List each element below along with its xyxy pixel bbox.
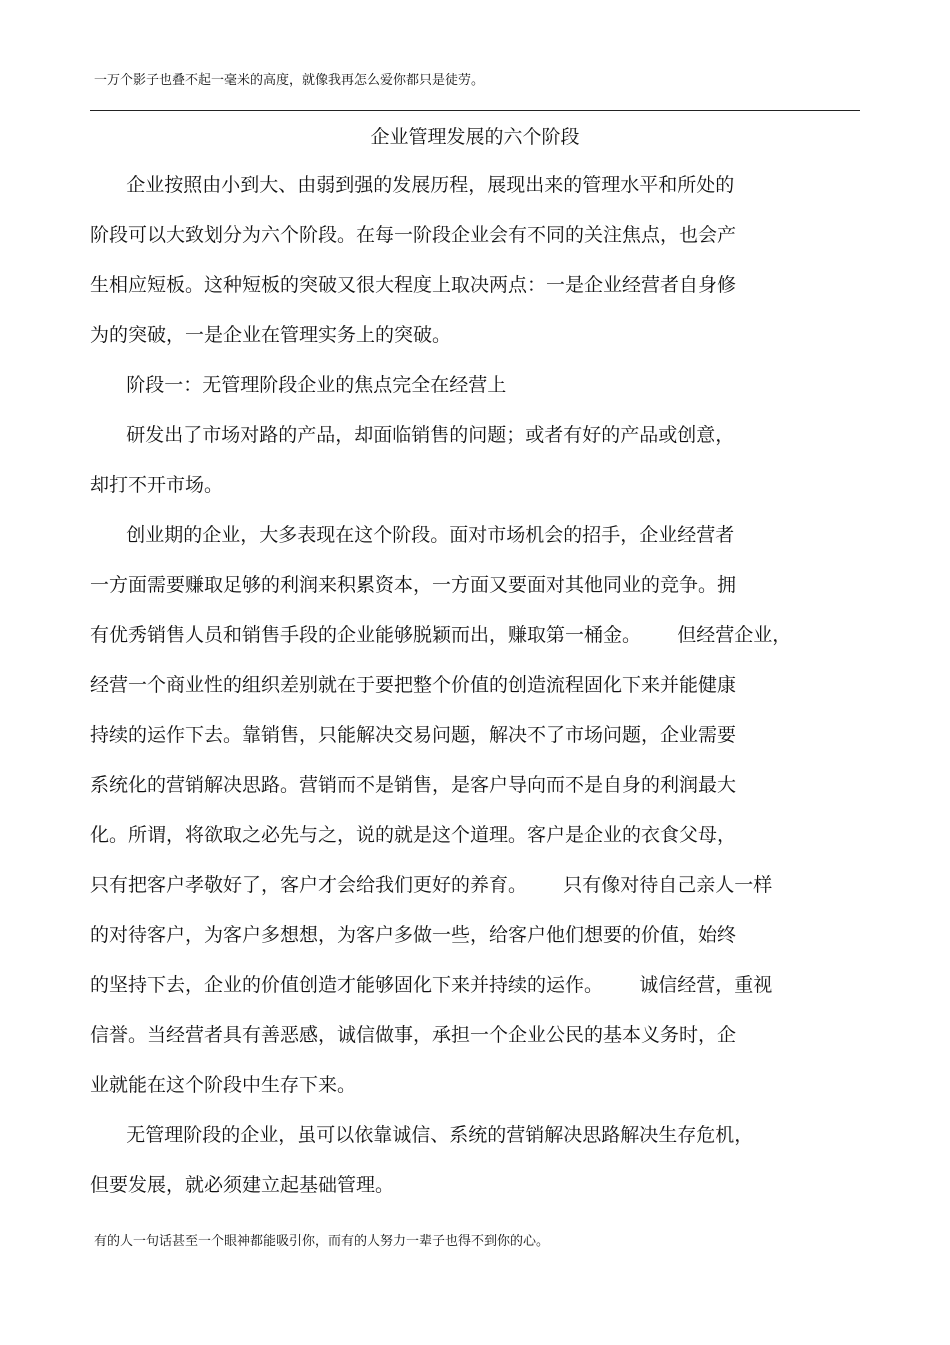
body-line: 为的突破，一是企业在管理实务上的突破。	[90, 324, 452, 346]
header-divider	[90, 110, 860, 111]
body-line: 的对待客户，为客户多想想，为客户多做一些，给客户他们想要的价值，始终	[90, 924, 737, 946]
body-line: 研发出了市场对路的产品，却面临销售的问题；或者有好的产品或创意，	[90, 424, 735, 446]
body-line: 阶段可以大致划分为六个阶段。在每一阶段企业会有不同的关注焦点，也会产	[90, 224, 737, 246]
body-line: 只有把客户孝敬好了，客户才会给我们更好的养育。 只有像对待自己亲人一样	[90, 874, 773, 896]
body-line: 持续的运作下去。靠销售，只能解决交易问题，解决不了市场问题，企业需要	[90, 724, 737, 746]
body-line: 生相应短板。这种短板的突破又很大程度上取决两点：一是企业经营者自身修	[90, 274, 737, 296]
body-line: 业就能在这个阶段中生存下来。	[90, 1074, 357, 1096]
body-line: 的坚持下去，企业的价值创造才能够固化下来并持续的运作。 诚信经营，重视	[90, 974, 773, 996]
body-line: 但要发展，就必须建立起基础管理。	[90, 1174, 395, 1196]
body-line: 企业按照由小到大、由弱到强的发展历程，展现出来的管理水平和所处的	[90, 174, 735, 196]
body-line: 化。所谓，将欲取之必先与之，说的就是这个道理。客户是企业的衣食父母，	[90, 824, 737, 846]
body-line: 有优秀销售人员和销售手段的企业能够脱颖而出，赚取第一桶金。 但经营企业，	[90, 624, 792, 646]
document-title: 企业管理发展的六个阶段	[370, 126, 580, 148]
body-line: 无管理阶段的企业，虽可以依靠诚信、系统的营销解决思路解决生存危机，	[90, 1124, 754, 1146]
body-line: 系统化的营销解决思路。营销而不是销售，是客户导向而不是自身的利润最大	[90, 774, 737, 796]
body-line: 信誉。当经营者具有善恶感，诚信做事，承担一个企业公民的基本义务时，企	[90, 1024, 737, 1046]
footer-quote: 有的人一句话甚至一个眼神都能吸引你，而有的人努力一辈子也得不到你的心。	[94, 1234, 550, 1249]
body-line: 创业期的企业，大多表现在这个阶段。面对市场机会的招手，企业经营者	[90, 524, 735, 546]
body-line: 阶段一：无管理阶段企业的焦点完全在经营上	[90, 374, 507, 396]
header-quote: 一万个影子也叠不起一毫米的高度，就像我再怎么爱你都只是徒劳。	[94, 73, 485, 88]
body-line: 却打不开市场。	[90, 474, 224, 496]
body-line: 经营一个商业性的组织差别就在于要把整个价值的创造流程固化下来并能健康	[90, 674, 737, 696]
body-line: 一方面需要赚取足够的利润来积累资本，一方面又要面对其他同业的竞争。拥	[90, 574, 737, 596]
